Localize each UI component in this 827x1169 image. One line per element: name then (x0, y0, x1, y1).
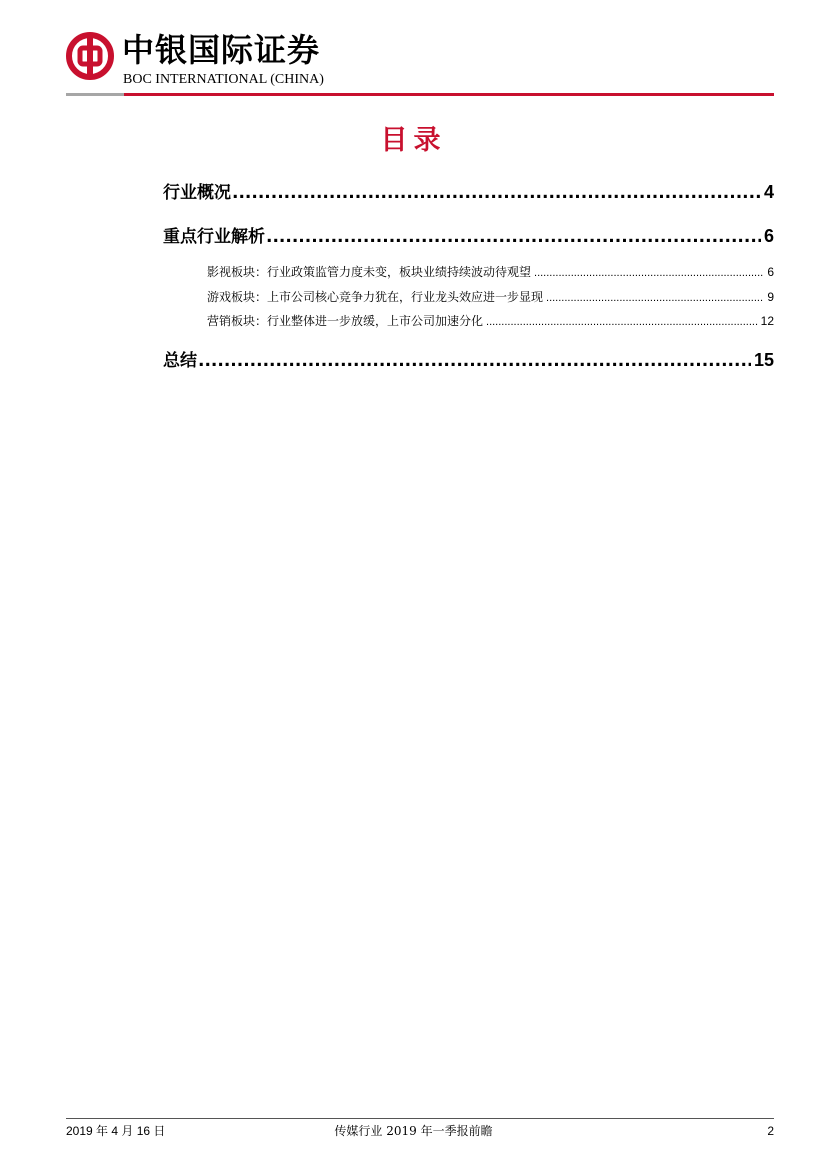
toc-entry-marketing-sector[interactable] (207, 313, 774, 330)
brand-name-english: BOC INTERNATIONAL (CHINA) (123, 72, 324, 87)
toc-entry-key-industry-analysis[interactable] (163, 225, 774, 248)
toc-entry-label: 重点行业解析 (163, 227, 265, 247)
toc-entry-summary[interactable] (163, 349, 774, 372)
toc-leader-dots (534, 265, 764, 281)
toc-entry-label: 总结 (163, 351, 197, 371)
toc-entry-film-sector[interactable] (207, 264, 774, 281)
toc-entry-page: 15 (753, 350, 774, 370)
header-rule-red (124, 93, 774, 96)
toc-entry-page: 6 (767, 265, 774, 279)
footer-rule (66, 1118, 774, 1119)
header-rule-gray (66, 93, 124, 96)
toc-entry-label: 行业概况 (163, 183, 231, 203)
toc-entry-industry-overview[interactable] (163, 181, 774, 204)
toc-title: 目录 (380, 125, 447, 156)
toc-entry-page: 12 (760, 314, 774, 328)
toc-entry-page: 9 (767, 290, 774, 304)
report-header (66, 30, 774, 96)
toc-entry-page: 6 (763, 226, 774, 246)
footer-report-title: 传媒行业 2019 年一季报前瞻 (334, 1124, 493, 1138)
toc-leader-dots (546, 290, 764, 306)
toc-leader-dots (266, 226, 761, 248)
footer-page-number: 2 (767, 1124, 774, 1138)
toc-entry-label: 游戏板块：上市公司核心竞争力犹在，行业龙头效应进一步显现 (207, 290, 544, 304)
toc-entry-label: 营销板块：行业整体进一步放缓，上市公司加速分化 (207, 314, 484, 328)
toc-entry-gaming-sector[interactable] (207, 289, 774, 306)
boc-logo-icon (66, 32, 114, 80)
toc-entry-label: 影视板块：行业政策监管力度未变，板块业绩持续波动待观望 (207, 265, 532, 279)
footer-date: 2019 年 4 月 16 日 (66, 1124, 166, 1138)
toc-leader-dots (486, 314, 758, 330)
toc-leader-dots (198, 350, 751, 372)
toc-entry-page: 4 (763, 182, 774, 202)
brand-name-chinese: 中银国际证券 (122, 31, 321, 69)
toc-leader-dots (232, 182, 761, 204)
